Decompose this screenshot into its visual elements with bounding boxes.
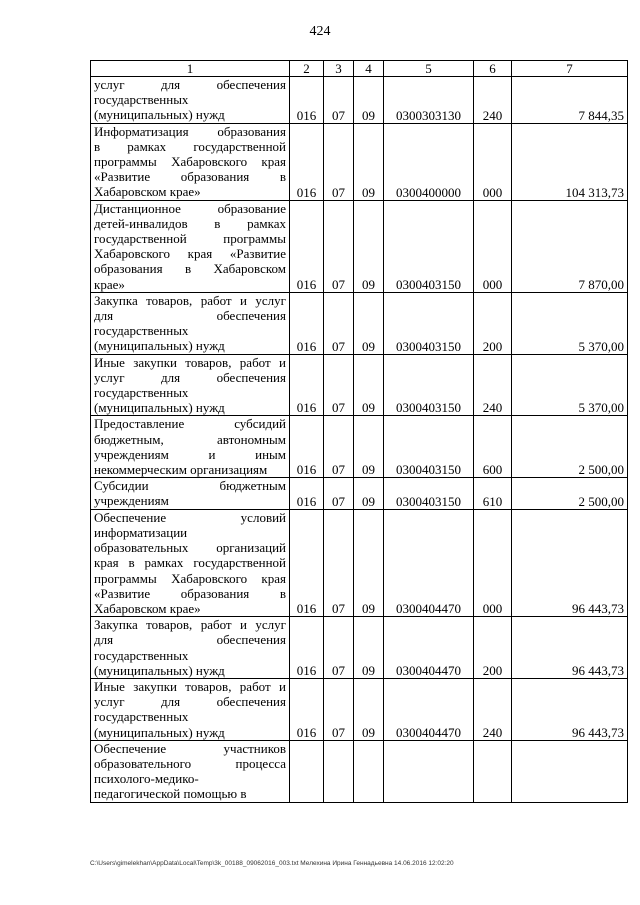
column-header: 2 xyxy=(290,61,324,77)
target-item-code: 0300404470 xyxy=(384,509,474,616)
amount: 2 500,00 xyxy=(512,416,628,478)
description-line: Информатизация образования xyxy=(94,123,286,139)
target-item-code: 0300404470 xyxy=(384,678,474,740)
table-row xyxy=(91,740,628,802)
amount: 96 443,73 xyxy=(512,509,628,616)
row-description xyxy=(91,354,290,416)
row-description xyxy=(91,678,290,740)
target-item-code: 0300400000 xyxy=(384,123,474,200)
expense-type-code: 240 xyxy=(474,77,512,124)
description-line: государственных xyxy=(94,385,189,401)
description-line: образовательных организаций xyxy=(94,540,286,556)
description-line: учреждениям xyxy=(94,493,169,509)
description-line: программы Хабаровского края xyxy=(94,570,286,586)
description-line: Дистанционное образование xyxy=(94,200,286,216)
ministry-code: 016 xyxy=(290,478,324,509)
expense-type-code: 000 xyxy=(474,200,512,292)
amount: 2 500,00 xyxy=(512,478,628,509)
description-line: (муниципальных) нужд xyxy=(94,338,225,354)
table-header-row xyxy=(91,61,628,77)
ministry-code: 016 xyxy=(290,123,324,200)
ministry-code: 016 xyxy=(290,77,324,124)
section-code: 07 xyxy=(324,77,354,124)
section-code: 07 xyxy=(324,509,354,616)
row-description xyxy=(91,123,290,200)
ministry-code: 016 xyxy=(290,509,324,616)
budget-table xyxy=(90,60,628,803)
subsection-code: 09 xyxy=(354,617,384,679)
description-line: для обеспечения xyxy=(94,308,286,324)
description-line: (муниципальных) нужд xyxy=(94,107,225,123)
description-line: Иные закупки товаров, работ и xyxy=(94,354,286,370)
ministry-code: 016 xyxy=(290,354,324,416)
column-header: 5 xyxy=(384,61,474,77)
description-line: для обеспечения xyxy=(94,632,286,648)
subsection-code: 09 xyxy=(354,416,384,478)
target-item-code xyxy=(384,740,474,802)
column-header: 3 xyxy=(324,61,354,77)
expense-type-code: 200 xyxy=(474,292,512,354)
row-description xyxy=(91,292,290,354)
description-line: Иные закупки товаров, работ и xyxy=(94,678,286,694)
row-description xyxy=(91,617,290,679)
amount: 96 443,73 xyxy=(512,678,628,740)
amount xyxy=(512,740,628,802)
ministry-code: 016 xyxy=(290,617,324,679)
description-line: информатизации xyxy=(94,524,188,540)
description-line: бюджетным, автономным xyxy=(94,431,286,447)
row-description xyxy=(91,77,290,124)
description-line: (муниципальных) нужд xyxy=(94,400,225,416)
description-line: (муниципальных) нужд xyxy=(94,724,225,740)
table-row xyxy=(91,123,628,200)
column-header: 6 xyxy=(474,61,512,77)
target-item-code: 0300403150 xyxy=(384,354,474,416)
expense-type-code: 240 xyxy=(474,678,512,740)
page-number: 424 xyxy=(309,24,331,39)
description-line: Хабаровского края «Развитие xyxy=(94,246,286,262)
description-line: Обеспечение условий xyxy=(94,509,286,525)
subsection-code: 09 xyxy=(354,354,384,416)
table-row xyxy=(91,478,628,509)
description-line: края в рамках государственной xyxy=(94,555,286,571)
column-header: 1 xyxy=(91,61,290,77)
description-line: Закупка товаров, работ и услуг xyxy=(94,617,286,633)
description-line: некоммерческим организациям xyxy=(94,462,268,478)
description-line: Субсидии бюджетным xyxy=(94,478,286,494)
footer-file-path: C:\Users\gimelekhan\AppData\Local\Temp\3k_00188_09062016_003.txt Мелехина Ирина Геннадьевна 14.06.2016 12:02:20 xyxy=(90,860,454,867)
section-code: 07 xyxy=(324,416,354,478)
description-line: психолого-медико- xyxy=(94,771,199,787)
description-line: Хабаровском крае» xyxy=(94,184,201,200)
subsection-code: 09 xyxy=(354,200,384,292)
table-row xyxy=(91,292,628,354)
section-code: 07 xyxy=(324,678,354,740)
description-line: услуг для обеспечения xyxy=(94,369,286,385)
table-row xyxy=(91,77,628,124)
description-line: крае» xyxy=(94,276,125,292)
subsection-code xyxy=(354,740,384,802)
amount: 7 844,35 xyxy=(512,77,628,124)
row-description xyxy=(91,740,290,802)
description-line: услуг для обеспечения xyxy=(94,694,286,710)
description-line: Обеспечение участников xyxy=(94,740,286,756)
table-row xyxy=(91,678,628,740)
expense-type-code: 610 xyxy=(474,478,512,509)
section-code: 07 xyxy=(324,478,354,509)
description-line: услуг для обеспечения xyxy=(94,77,286,92)
ministry-code: 016 xyxy=(290,292,324,354)
description-line: образовательного процесса xyxy=(94,755,286,771)
description-line: учреждениям и иным xyxy=(94,446,286,462)
target-item-code: 0300404470 xyxy=(384,617,474,679)
ministry-code: 016 xyxy=(290,416,324,478)
column-header: 4 xyxy=(354,61,384,77)
row-description xyxy=(91,416,290,478)
table-row xyxy=(91,416,628,478)
description-line: Хабаровском крае» xyxy=(94,600,201,616)
subsection-code: 09 xyxy=(354,77,384,124)
table-row xyxy=(91,200,628,292)
description-line: детей-инвалидов в рамках xyxy=(94,215,286,231)
column-header: 7 xyxy=(512,61,628,77)
section-code: 07 xyxy=(324,617,354,679)
table-row xyxy=(91,617,628,679)
subsection-code: 09 xyxy=(354,478,384,509)
section-code: 07 xyxy=(324,292,354,354)
amount: 104 313,73 xyxy=(512,123,628,200)
target-item-code: 0300403150 xyxy=(384,200,474,292)
description-line: «Развитие образования в xyxy=(94,585,286,601)
description-line: программы Хабаровского края xyxy=(94,154,286,170)
amount: 5 370,00 xyxy=(512,292,628,354)
description-line: Предоставление субсидий xyxy=(94,416,286,432)
row-description xyxy=(91,509,290,616)
description-line: государственных xyxy=(94,92,189,108)
table-row xyxy=(91,509,628,616)
expense-type-code: 000 xyxy=(474,123,512,200)
description-line: в рамках государственной xyxy=(94,138,286,154)
ministry-code xyxy=(290,740,324,802)
table-row xyxy=(91,354,628,416)
expense-type-code: 000 xyxy=(474,509,512,616)
description-line: Закупка товаров, работ и услуг xyxy=(94,292,286,308)
row-description xyxy=(91,200,290,292)
description-line: государственных xyxy=(94,709,189,725)
target-item-code: 0300303130 xyxy=(384,77,474,124)
section-code: 07 xyxy=(324,200,354,292)
section-code: 07 xyxy=(324,354,354,416)
subsection-code: 09 xyxy=(354,509,384,616)
amount: 7 870,00 xyxy=(512,200,628,292)
description-line: (муниципальных) нужд xyxy=(94,662,225,678)
target-item-code: 0300403150 xyxy=(384,292,474,354)
row-description xyxy=(91,478,290,509)
description-line: образования в Хабаровском xyxy=(94,261,286,277)
subsection-code: 09 xyxy=(354,123,384,200)
expense-type-code: 240 xyxy=(474,354,512,416)
target-item-code: 0300403150 xyxy=(384,478,474,509)
description-line: «Развитие образования в xyxy=(94,169,286,185)
ministry-code: 016 xyxy=(290,678,324,740)
expense-type-code xyxy=(474,740,512,802)
target-item-code: 0300403150 xyxy=(384,416,474,478)
amount: 96 443,73 xyxy=(512,617,628,679)
ministry-code: 016 xyxy=(290,200,324,292)
description-line: государственных xyxy=(94,323,189,339)
subsection-code: 09 xyxy=(354,678,384,740)
section-code: 07 xyxy=(324,123,354,200)
expense-type-code: 600 xyxy=(474,416,512,478)
section-code xyxy=(324,740,354,802)
description-line: государственной программы xyxy=(94,231,286,247)
expense-type-code: 200 xyxy=(474,617,512,679)
subsection-code: 09 xyxy=(354,292,384,354)
description-line: государственных xyxy=(94,647,189,663)
description-line: педагогической помощью в xyxy=(94,786,247,802)
amount: 5 370,00 xyxy=(512,354,628,416)
